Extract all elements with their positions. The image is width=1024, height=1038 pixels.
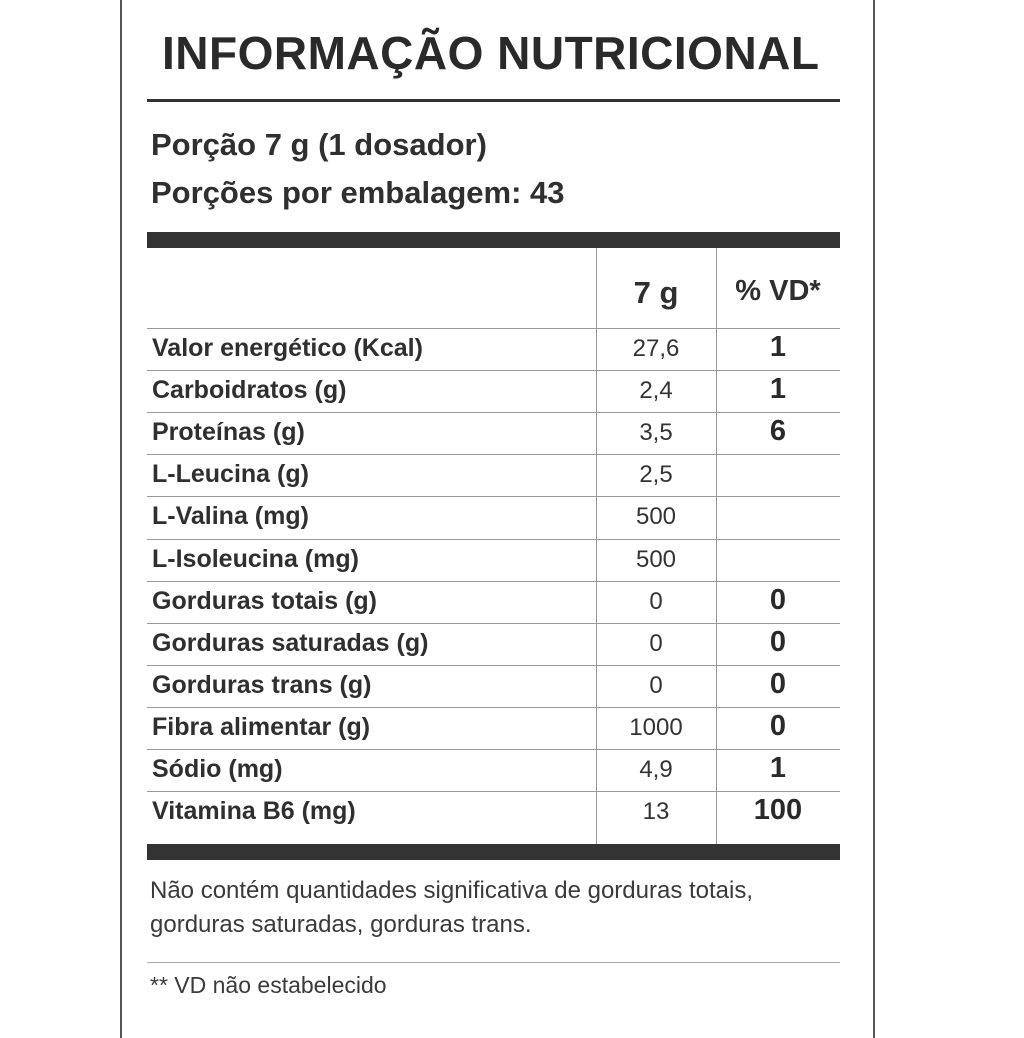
nutrient-name: Gorduras saturadas (g) (152, 628, 429, 657)
nutrient-daily-value: 0 (769, 625, 787, 658)
table-row (147, 623, 840, 665)
nutrient-quantity: 27,6 (632, 335, 680, 362)
nutrient-daily-value: 6 (769, 415, 787, 448)
nutrient-daily-value: 0 (769, 709, 787, 742)
nutrient-name: Gorduras totais (g) (152, 586, 378, 615)
nutrient-quantity: 1000 (629, 713, 683, 741)
nutrient-name: L-Isoleucina (mg) (152, 544, 359, 573)
nutrient-daily-value: 1 (769, 373, 787, 406)
servings-per-package: Porções por embalagem: 43 (151, 175, 565, 210)
table-row (147, 791, 840, 833)
nutrient-name: Sódio (mg) (152, 755, 283, 783)
table-row (147, 707, 840, 749)
header-vd: % VD* (735, 275, 821, 307)
nutrient-name: Fibra alimentar (g) (152, 712, 371, 741)
footnote-divider (147, 962, 840, 963)
nutrient-daily-value: 100 (753, 794, 803, 827)
nutrient-name: L-Valina (mg) (152, 502, 309, 531)
nutrient-name: Valor energético (Kcal) (152, 334, 423, 362)
header-thick-rule (147, 232, 840, 248)
nutrient-quantity: 0 (649, 587, 663, 615)
nutrient-name: Carboidratos (g) (152, 376, 347, 405)
table-row (147, 370, 840, 412)
footer-thick-rule (147, 844, 840, 860)
label-title: INFORMAÇÃO NUTRICIONAL (162, 27, 820, 79)
table-row (147, 581, 840, 623)
table-row (147, 665, 840, 707)
nutrient-quantity: 3,5 (639, 419, 673, 447)
nutrient-quantity: 500 (635, 545, 677, 573)
nutrient-name: L-Leucina (g) (152, 460, 309, 489)
nutrient-daily-value: 0 (769, 667, 787, 700)
nutrient-quantity: 13 (642, 798, 670, 826)
nutrient-name: Gorduras trans (g) (152, 670, 372, 699)
nutrient-quantity: 500 (635, 503, 677, 531)
table-row (147, 328, 840, 370)
nutrient-daily-value: 1 (769, 752, 787, 784)
footnote-vd: ** VD não estabelecido (150, 972, 387, 998)
nutrient-daily-value: 1 (769, 331, 787, 363)
nutrient-quantity: 0 (649, 629, 663, 657)
table-row (147, 539, 840, 581)
nutrient-quantity: 2,5 (639, 461, 673, 489)
nutrient-name: Proteínas (g) (152, 418, 305, 447)
nutrient-quantity: 0 (649, 671, 663, 699)
table-row (147, 412, 840, 454)
nutrient-quantity: 4,9 (639, 756, 673, 783)
table-row (147, 496, 840, 538)
table-row (147, 454, 840, 496)
nutrient-name: Vitamina B6 (mg) (152, 797, 356, 826)
title-divider (147, 99, 840, 102)
nutrient-quantity: 2,4 (639, 377, 673, 405)
table-row (147, 749, 840, 791)
header-qty: 7 g (633, 275, 679, 310)
serving-size: Porção 7 g (1 dosador) (151, 127, 487, 162)
footnote-not-significant: Não contém quantidades significativa de gorduras totais, gorduras saturadas, gorduras trans. (150, 877, 754, 938)
nutrient-daily-value: 0 (769, 583, 787, 616)
